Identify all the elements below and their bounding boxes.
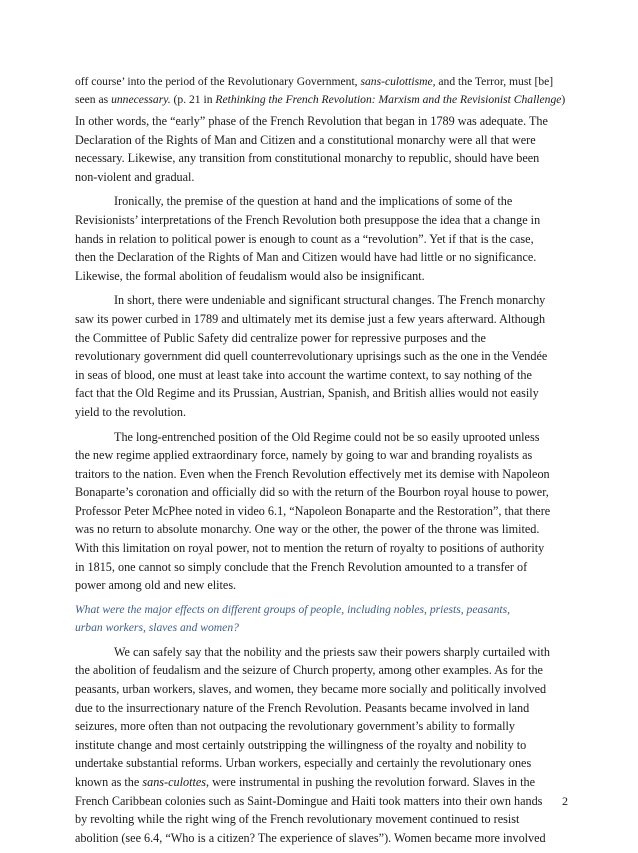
italic-term: sans-culottes xyxy=(142,775,206,789)
paragraph-1: In other words, the “early” phase of the French Revolution that began in 1789 was adequate. The Declaration of the Rights of Man and Citizen and a constitutional monarchy were all that were necessary. Likewise, any transition from constitutional monarchy to republic, should have been non-violent and gradual. xyxy=(75,114,548,184)
section-question: What were the major effects on different groups of people, including nobles, priests, peasants, urban workers, slaves and women? xyxy=(75,602,511,634)
paragraph-4: The long-entrenched position of the Old Regime could not be so easily uprooted unless the new regime applied extraordinary force, namely by going to war and branding royalists as traitors to the nation. Even when the French Revolution effectively met its demise with Napoleon Bonaparte’s coronation and officially did so with the return of the Bourbon royal house to power, Professor Peter McPhee noted in video 6.1, “Napoleon Bonaparte and the Restoration”, that there was no return to absolute monarchy. One way or the other, the power of the throne was limited. With this limitation on royal power, not to mention the return of royalty to positions of authority in 1815, one cannot so simply conclude that the French Revolution amounted to a transfer of power among old and new elites. xyxy=(75,429,551,593)
quote-text: seen as xyxy=(75,93,112,106)
quote-italic-term: unnecessary. xyxy=(111,93,171,106)
quote-text: and the Terror, must [be] xyxy=(435,75,554,88)
citation-text: ) xyxy=(561,93,566,106)
quote-text: off course’ into the period of the Revolutionary Government, xyxy=(75,75,361,88)
citation-text: (p. 21 in xyxy=(170,93,216,106)
paragraph-2: Ironically, the premise of the question at hand and the implications of some of the Revisionists’ interpretations of the French Revolution both presuppose the idea that a change in hands in relation to political power is enough to count as a “revolution”. Yet if that is the case, then the Declaration of the Rights of Man and Citizen would have had little or no significance. Likewise, the formal abolition of feudalism would also be insignificant. xyxy=(75,194,541,283)
quote-italic-term: sans-culottisme, xyxy=(360,75,436,88)
paragraph-3: In short, there were undeniable and significant structural changes. The French monarchy saw its power curbed in 1789 and ultimately met its demise just a few years afterward. Although the Committee of Public Safety did centralize power for repressive purposes and the revolutionary government did quell counterrevolutionary uprisings such as the one in the Vendée in seas of blood, one must at least take into account the wartime context, to say nothing of the fact that the Old Regime and its Prussian, Austrian, Spanish, and British allies would not easily yield to the revolution. xyxy=(75,293,548,419)
paragraph-5: We can safely say that the nobility and the priests saw their powers sharply curtailed with the abolition of feudalism and the seizure of Church property, among other examples. As for the peasants, urban workers, slaves, and women, they became more socially and politically involved due to the insurrectionary nature of the French Revolution. Peasants became involved in land seizures, more often than not outpacing the revolutionary government’s ability to formally institute change and most certainly outstripping the willingness of the royalty and nobility to undertake substantial reforms. Urban workers, especially and certainly the revolutionary ones known as the sans-culottes, were instrumental in pushing the revolution forward. Slaves in the French Caribbean colonies such as Saint-Domingue and Haiti took matters into their own hands by revolting while the right wing of the French revolutionary movement continued to resist abolition (see 6.4, “Who is a citizen? The experience of slaves”). Women became more involved xyxy=(75,644,550,845)
page-number: 2 xyxy=(562,794,568,808)
quote-line-2 xyxy=(75,91,569,109)
body-text xyxy=(75,112,569,853)
citation-book-title: Rethinking the French Revolution: Marxism and the Revisionist Challenge xyxy=(215,93,562,106)
quotation-block xyxy=(75,73,569,109)
quote-line-1 xyxy=(75,73,569,91)
